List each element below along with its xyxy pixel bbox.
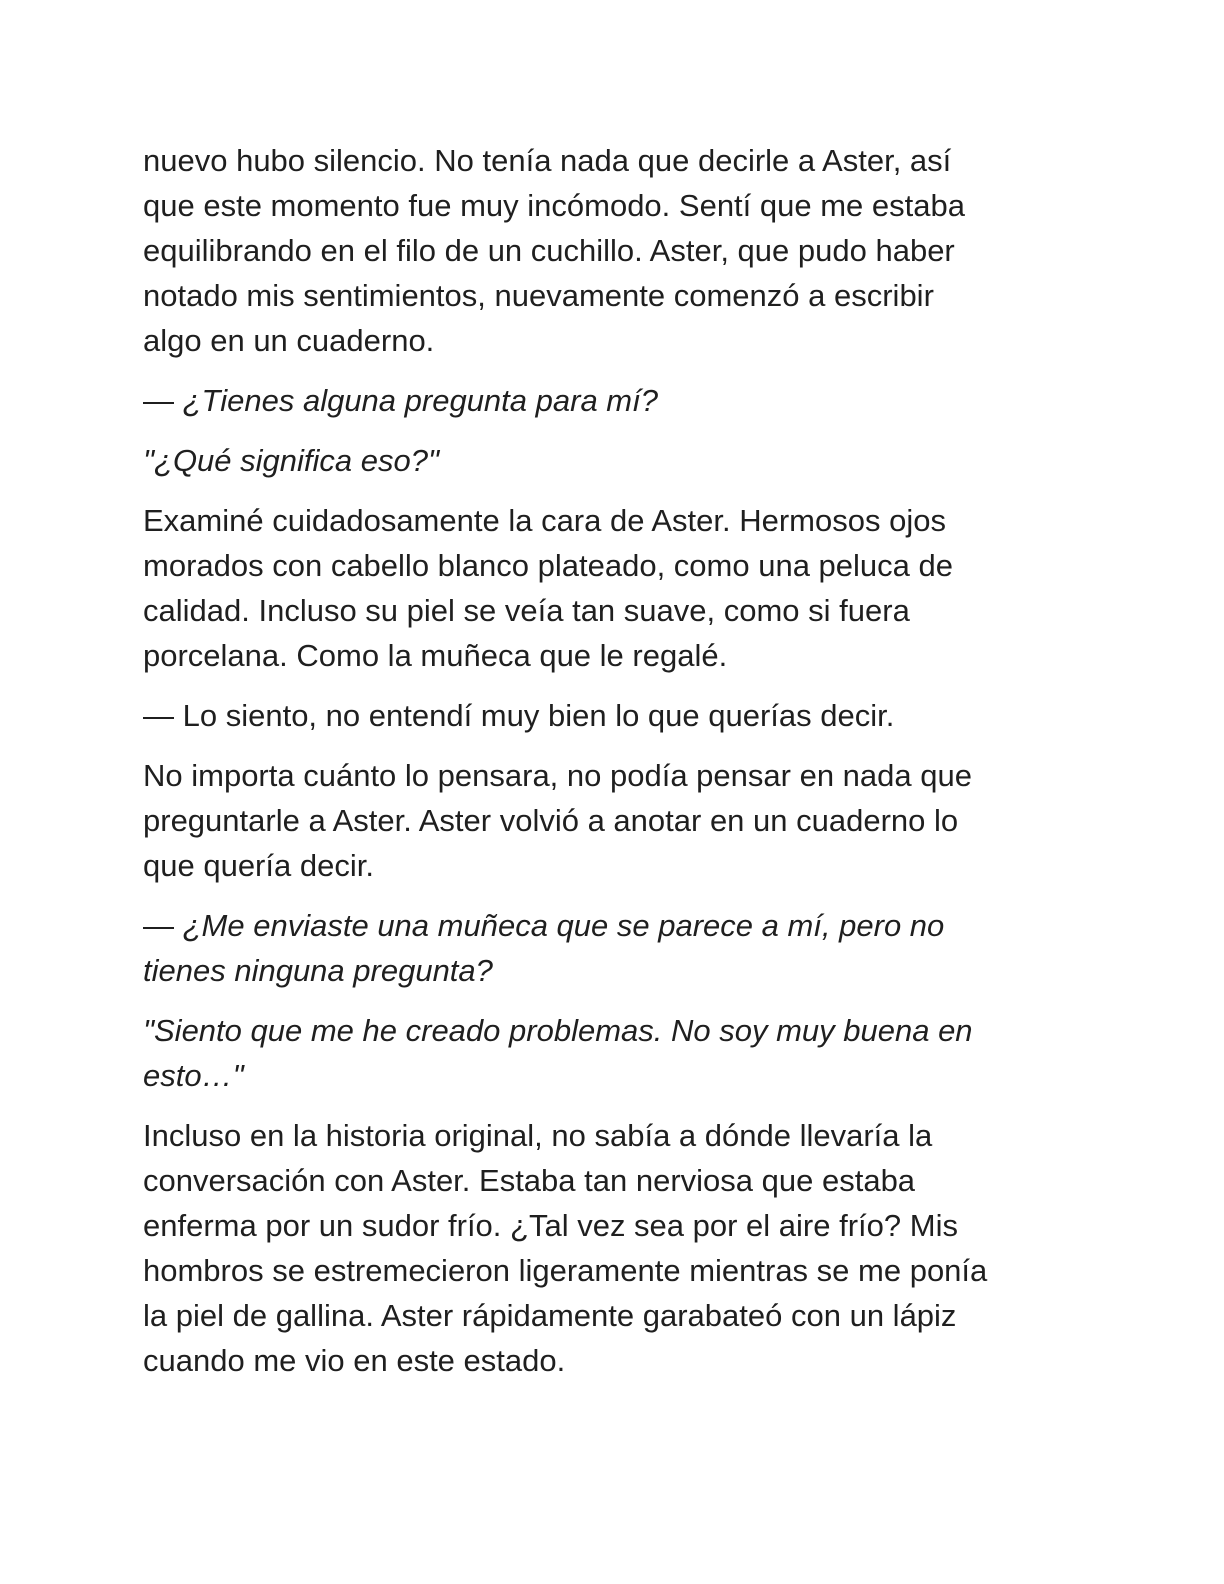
text-line: que quería decir. bbox=[143, 848, 374, 883]
quote-paragraph bbox=[143, 438, 1083, 483]
text-line: calidad. Incluso su piel se veía tan suave, como si fuera bbox=[143, 593, 910, 628]
text-line: conversación con Aster. Estaba tan nerviosa que estaba bbox=[143, 1163, 916, 1198]
text-line: — Lo siento, no entendí muy bien lo que querías decir. bbox=[143, 698, 895, 733]
text-line: enferma por un sudor frío. ¿Tal vez sea por el aire frío? Mis bbox=[143, 1208, 958, 1243]
text-line: No importa cuánto lo pensara, no podía pensar en nada que bbox=[143, 758, 972, 793]
text-line: equilibrando en el filo de un cuchillo. Aster, que pudo haber bbox=[143, 233, 955, 268]
text-line: notado mis sentimientos, nuevamente comenzó a escribir bbox=[143, 278, 934, 313]
text-line: esto…" bbox=[143, 1058, 244, 1093]
dialogue-paragraph bbox=[143, 903, 1083, 993]
text-line: la piel de gallina. Aster rápidamente garabateó con un lápiz bbox=[143, 1298, 957, 1333]
text-line: que este momento fue muy incómodo. Sentí que me estaba bbox=[143, 188, 965, 223]
paragraph bbox=[143, 498, 1083, 678]
text-line: tienes ninguna pregunta? bbox=[143, 953, 493, 988]
paragraph bbox=[143, 1113, 1083, 1383]
dialogue-dash: — bbox=[143, 908, 183, 943]
text-line bbox=[143, 378, 1083, 423]
text-line: "Siento que me he creado problemas. No soy muy buena en bbox=[143, 1013, 973, 1048]
document-page bbox=[143, 138, 1083, 1398]
text-line: cuando me vio en este estado. bbox=[143, 1343, 566, 1378]
text-line: preguntarle a Aster. Aster volvió a anotar en un cuaderno lo bbox=[143, 803, 959, 838]
quote-paragraph bbox=[143, 1008, 1083, 1098]
text-line: "¿Qué significa eso?" bbox=[143, 443, 439, 478]
dialogue-text: ¿Tienes alguna pregunta para mí? bbox=[182, 383, 658, 418]
paragraph bbox=[143, 138, 1083, 363]
dialogue-text: ¿Me enviaste una muñeca que se parece a mí, pero no bbox=[182, 908, 945, 943]
dialogue-paragraph bbox=[143, 693, 1083, 738]
text-line: Examiné cuidadosamente la cara de Aster. Hermosos ojos bbox=[143, 503, 946, 538]
text-line: nuevo hubo silencio. No tenía nada que decirle a Aster, así bbox=[143, 143, 952, 178]
text-line bbox=[143, 903, 1083, 948]
text-line: porcelana. Como la muñeca que le regalé. bbox=[143, 638, 728, 673]
text-line: algo en un cuaderno. bbox=[143, 323, 435, 358]
text-line: hombros se estremecieron ligeramente mientras se me ponía bbox=[143, 1253, 988, 1288]
text-line: Incluso en la historia original, no sabía a dónde llevaría la bbox=[143, 1118, 933, 1153]
paragraph bbox=[143, 753, 1083, 888]
text-line: morados con cabello blanco plateado, como una peluca de bbox=[143, 548, 953, 583]
dialogue-dash: — bbox=[143, 383, 183, 418]
dialogue-paragraph bbox=[143, 378, 1083, 423]
